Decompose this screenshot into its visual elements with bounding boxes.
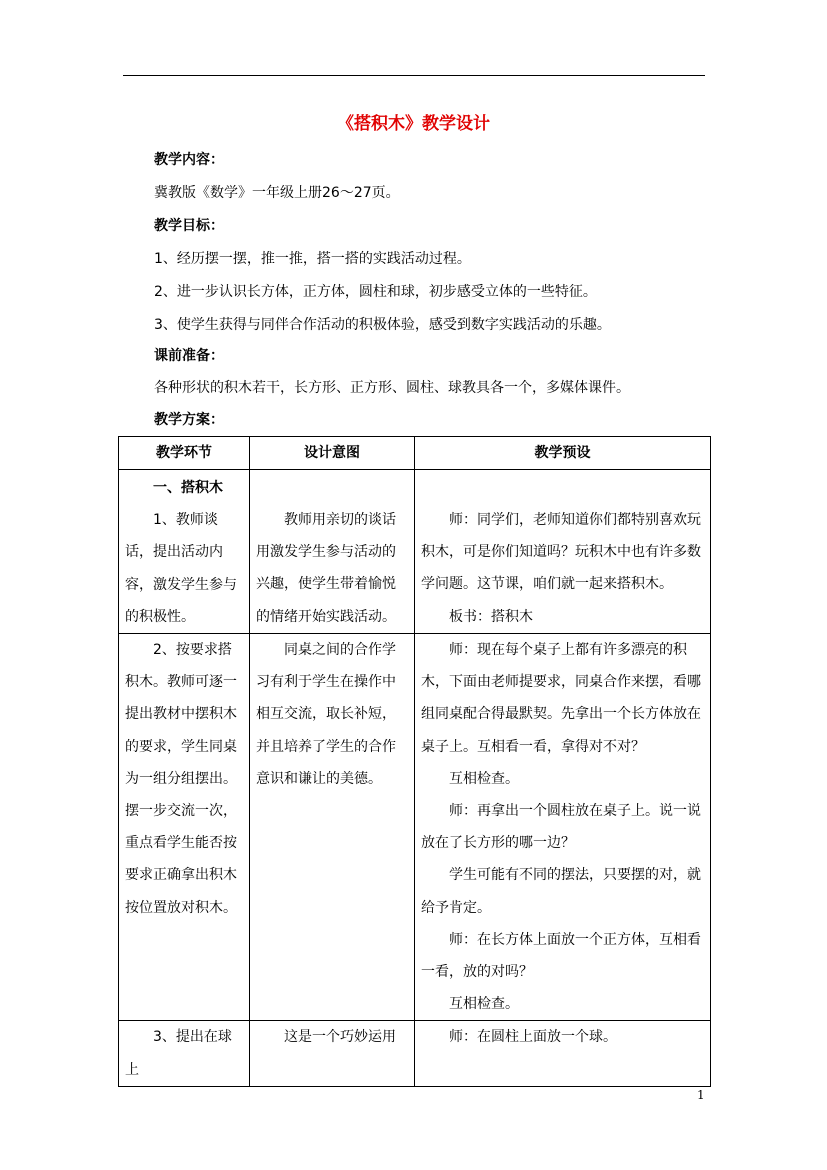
prep-heading: 课前准备： — [154, 348, 224, 364]
stage-text: 1、教师谈话，提出活动内容，激发学生参与的积极性。 — [125, 512, 237, 625]
stage-cell — [119, 634, 250, 1021]
stage-cell — [119, 470, 250, 634]
preset-paragraph: 互相检查。 — [449, 770, 519, 787]
goal-item: 1、经历摆一摆，推一推，搭一搭的实践活动过程。 — [154, 251, 471, 267]
intent-cell — [250, 470, 415, 634]
header-intent: 设计意图 — [250, 437, 415, 470]
goal-item: 3、使学生获得与同伴合作活动的积极体验，感受到数字实践活动的乐趣。 — [154, 317, 611, 333]
prep-text: 各种形状的积木若干，长方形、正方形、圆柱、球教具各一个，多媒体课件。 — [154, 380, 630, 396]
preset-cell — [415, 634, 711, 1021]
goals-heading: 教学目标： — [154, 218, 224, 234]
preset-paragraph: 师：再拿出一个圆柱放在桌子上。说一说放在了长方形的哪一边？ — [421, 803, 701, 852]
content-text: 冀教版《数学》一年级上册26～27页。 — [154, 185, 400, 201]
header-preset: 教学预设 — [415, 437, 711, 470]
preset-paragraph: 学生可能有不同的摆法，只要摆的对，就给予肯定。 — [421, 867, 701, 916]
preset-paragraph: 师：在长方体上面放一个正方体，互相看一看，放的对吗？ — [421, 931, 701, 981]
content-heading: 教学内容： — [154, 152, 224, 168]
header-rule — [123, 75, 705, 76]
preset-cell — [415, 1021, 711, 1086]
table-header-row — [119, 437, 711, 470]
stage-text: 2、按要求搭积木。教师可逐一提出教材中摆积木的要求，学生同桌为一组分组摆出。摆一步交流一次，重点看学生能否按要求正确拿出积木按位置放对积木。 — [125, 642, 237, 916]
header-stage: 教学环节 — [119, 437, 250, 470]
intent-text: 教师用亲切的谈话用激发学生参与活动的兴趣，使学生带着愉悦的情绪开始实践活动。 — [256, 512, 396, 625]
teaching-plan-table — [118, 436, 711, 1087]
table-row — [119, 1021, 711, 1086]
stage-cell — [119, 1021, 250, 1086]
table-row — [119, 470, 711, 634]
intent-spacer — [256, 472, 408, 504]
page-number: 1 — [697, 1088, 705, 1102]
preset-paragraph: 板书：搭积木 — [449, 608, 533, 625]
intent-cell — [250, 634, 415, 1021]
preset-spacer — [421, 472, 704, 504]
intent-text: 同桌之间的合作学习有利于学生在操作中相互交流，取长补短，并且培养了学生的合作意识和谦让的美德。 — [256, 642, 396, 787]
stage-text: 3、提出在球上 — [125, 1029, 232, 1078]
preset-paragraph: 互相检查。 — [449, 996, 519, 1013]
intent-cell — [250, 1021, 415, 1086]
stage-title: 一、搭积木 — [153, 480, 223, 496]
preset-paragraph: 师：在圆柱上面放一个球。 — [449, 1029, 617, 1046]
intent-text: 这是一个巧妙运用 — [284, 1029, 396, 1046]
plan-heading: 教学方案： — [154, 412, 224, 428]
preset-paragraph: 师：同学们，老师知道你们都特别喜欢玩积木，可是你们知道吗？玩积木中也有许多数学问题。这节课，咱们就一起来搭积木。 — [421, 512, 701, 593]
document-title: 《搭积木》教学设计 — [337, 114, 490, 134]
table-row — [119, 634, 711, 1021]
preset-cell — [415, 470, 711, 634]
preset-paragraph: 师：现在每个桌子上都有许多漂亮的积木，下面由老师提要求，同桌合作来摆，看哪组同桌配合得最默契。先拿出一个长方体放在桌子上。互相看一看，拿得对不对？ — [421, 642, 701, 755]
goal-item: 2、进一步认识长方体，正方体，圆柱和球，初步感受立体的一些特征。 — [154, 284, 597, 300]
